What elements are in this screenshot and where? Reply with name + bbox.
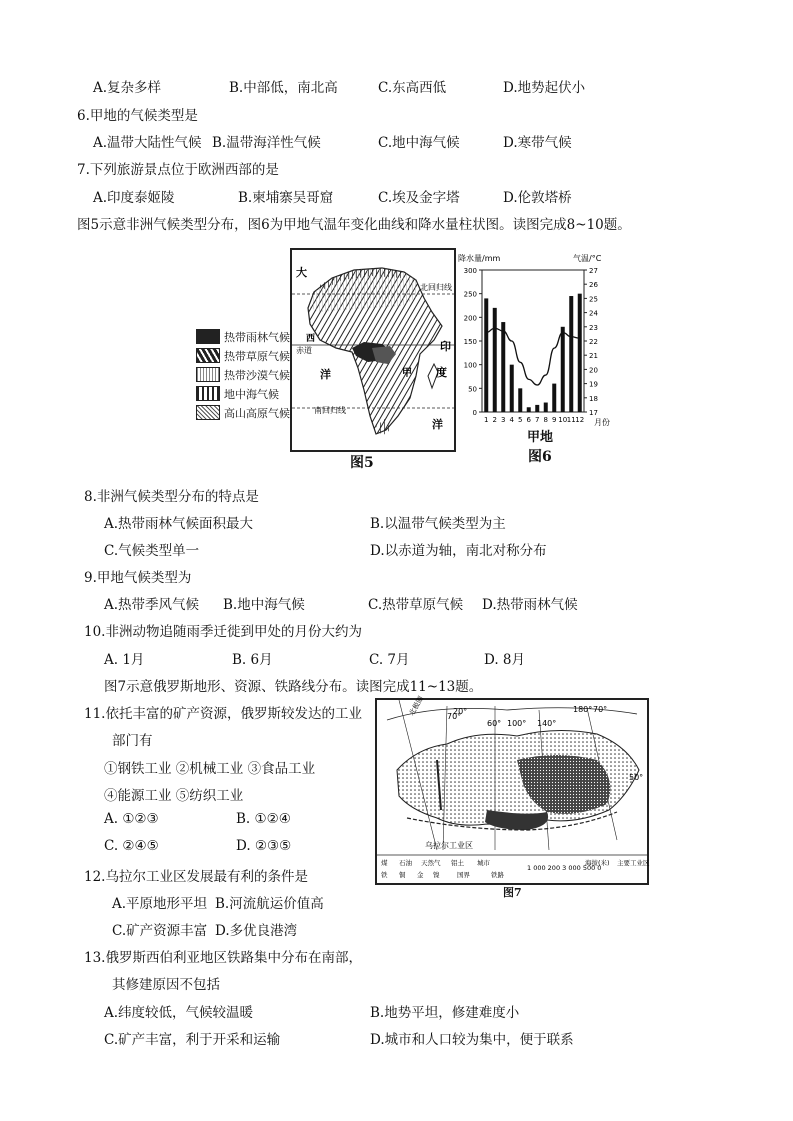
label-yang-right: 洋 [432, 418, 443, 431]
y2-tick-label: 25 [589, 295, 598, 304]
legend-label: 热带沙漠气候 [224, 368, 290, 382]
q9-option-b[interactable]: B.地中海气候 [223, 597, 305, 613]
y2-tick-label: 22 [589, 338, 598, 346]
lon-20: 20° [453, 707, 468, 716]
y2-tick-label: 19 [589, 380, 598, 389]
legend-gas: 天然气 [421, 859, 441, 867]
q10-option-c[interactable]: C. 7月 [369, 652, 410, 668]
x-tick-label: 12 [575, 416, 585, 424]
label-jia: 甲 [402, 368, 412, 379]
q7-option-d[interactable]: D.伦敦塔桥 [503, 190, 572, 206]
q13-stem-line2: 其修建原因不包括 [112, 977, 220, 993]
label-nanhuiguixian: 南回归线 [314, 406, 346, 415]
x-tick-label: 7 [535, 416, 540, 424]
y2-tick-label: 24 [589, 309, 598, 318]
q9-option-c[interactable]: C.热带草原气候 [368, 597, 464, 613]
legend-label: 热带草原气候 [224, 349, 290, 363]
q9-stem: 9.甲地气候类型为 [84, 570, 192, 586]
y-tick-label: 50 [468, 385, 477, 394]
q7-option-b[interactable]: B.柬埔寨吴哥窟 [238, 190, 334, 206]
label-chidao: 赤道 [296, 346, 312, 355]
q10-stem: 10.非洲动物追随雨季迁徙到甲处的月份大约为 [84, 624, 362, 640]
precip-bar [561, 327, 565, 412]
lat-70-left: 70° [447, 712, 462, 721]
intro-11-13: 图7示意俄罗斯地形、资源、铁路线分布。读图完成11~13题。 [104, 679, 483, 695]
q10-option-d[interactable]: D. 8月 [484, 652, 526, 668]
precip-bar [501, 322, 505, 412]
month-axis-suffix: 月份 [594, 418, 610, 427]
precip-bar [510, 365, 514, 412]
lon-140: 140° [537, 719, 557, 728]
legend-label: 热带雨林气候 [224, 330, 290, 344]
y2-tick-label: 26 [589, 281, 598, 290]
label-beihuiguixian: 北回归线 [420, 283, 452, 292]
precip-bar [535, 405, 539, 412]
y2-tick-label: 20 [589, 366, 598, 375]
q11-option-a[interactable]: A. ①②③ [104, 811, 159, 827]
fig6-caption: 图6 [528, 449, 552, 465]
intro-8-10: 图5示意非洲气候类型分布，图6为甲地气温年变化曲线和降水量柱状图。读图完成8~10题。 [77, 217, 631, 233]
russia-map-svg [377, 694, 650, 883]
fig5-africa-map [290, 248, 456, 452]
fig7-russia-map [375, 694, 650, 885]
y2-tick-label: 21 [589, 352, 598, 361]
q5-option-d[interactable]: D.地势起伏小 [503, 80, 586, 96]
x-tick-label: 1 [484, 416, 489, 424]
fig6-climograph [456, 252, 608, 440]
y-tick-label: 100 [463, 361, 477, 370]
legend-border: 国界 [457, 871, 470, 879]
q12-option-a[interactable]: A.平原地形平坦 [112, 896, 208, 912]
q6-option-b[interactable]: B.温带海洋性气候 [212, 135, 321, 151]
legend-railway: 铁路 [491, 871, 504, 879]
legend-copper: 铜 [399, 871, 406, 879]
q13-stem-line1: 13.俄罗斯西伯利亚地区铁路集中分布在南部， [84, 950, 362, 966]
x-tick-label: 2 [492, 416, 497, 424]
y2-tick-label: 18 [589, 394, 598, 403]
plot-frame [482, 270, 584, 412]
label-du: 度 [436, 366, 447, 379]
fig7-caption: 图7 [503, 886, 522, 899]
y-tick-label: 150 [463, 338, 477, 346]
legend-elevation: 1 000 200 3 000 500 0 [527, 864, 602, 872]
q9-option-a[interactable]: A.热带季风气候 [104, 597, 200, 613]
chart-bars [484, 294, 582, 412]
q12-option-d[interactable]: D.多优良港湾 [215, 923, 298, 939]
q11-option-b[interactable]: B. ①②④ [236, 811, 291, 827]
legend-iron: 铁 [381, 871, 388, 879]
y-tick-label: 250 [463, 290, 477, 299]
q6-option-d[interactable]: D.寒带气候 [503, 135, 572, 151]
y2-tick-label: 23 [589, 323, 598, 332]
left-axis-label: 降水量/mm [458, 254, 501, 263]
x-tick-label: 3 [501, 416, 506, 424]
legend-elevation-unit: 海拔(米) [585, 859, 610, 867]
label-da: 大 [296, 266, 307, 279]
q7-option-c[interactable]: C.埃及金字塔 [378, 190, 460, 206]
lon-100: 100° [507, 719, 527, 728]
q10-option-b[interactable]: B. 6月 [232, 652, 273, 668]
y-tick-label: 300 [463, 267, 477, 275]
q10-option-a[interactable]: A. 1月 [104, 652, 145, 668]
lon-180: 180° [573, 705, 593, 714]
fig5-caption: 图5 [350, 455, 374, 471]
precip-bar [552, 384, 556, 412]
x-tick-label: 11 [566, 416, 576, 424]
precip-bar [527, 407, 531, 412]
legend-coal: 煤 [381, 859, 388, 867]
legend-bauxite: 铝土 [451, 859, 464, 867]
q8-option-a[interactable]: A.热带雨林气候面积最大 [104, 516, 254, 532]
temperature-line [486, 328, 580, 385]
swatch-mediterranean [196, 386, 220, 401]
q11-items-line1: ①钢铁工业 ②机械工业 ③食品工业 [104, 761, 316, 777]
precip-bar [518, 388, 522, 412]
q7-option-a[interactable]: A.印度泰姬陵 [93, 190, 175, 206]
precip-bar [578, 294, 582, 412]
swatch-savanna [196, 348, 220, 363]
label-yin: 印 [440, 340, 451, 353]
q11-option-c[interactable]: C. ②④⑤ [104, 838, 159, 854]
legend-oil: 石油 [399, 859, 412, 867]
q11-stem-line2: 部门有 [112, 733, 153, 749]
q9-option-d[interactable]: D.热带雨林气候 [482, 597, 578, 613]
arctic-circle-label: 北极圈 [407, 694, 426, 717]
x-tick-label: 6 [526, 416, 531, 424]
q8-stem: 8.非洲气候类型分布的特点是 [84, 489, 259, 505]
q7-stem: 7.下列旅游景点位于欧洲西部的是 [77, 162, 279, 178]
swatch-rainforest [196, 329, 220, 344]
fig6-place-label: 甲地 [527, 430, 554, 445]
fig5-legend [196, 327, 290, 422]
y2-tick-label: 27 [589, 267, 598, 275]
q12-option-c[interactable]: C.矿产资源丰富 [112, 923, 208, 939]
q13-option-a[interactable]: A.纬度较低，气候较温暖 [104, 1005, 254, 1021]
q12-option-b[interactable]: B.河流航运价值高 [215, 896, 324, 912]
x-tick-label: 4 [509, 416, 514, 424]
legend-label: 高山高原气候 [224, 406, 290, 420]
legend-industrial-region: 主要工业区 [617, 859, 650, 867]
africa-map-svg [292, 250, 454, 450]
ural-region-label: 乌拉尔工业区 [425, 841, 473, 850]
lon-60: 60° [487, 719, 502, 728]
precip-bar [493, 308, 497, 412]
swatch-desert [196, 367, 220, 382]
lat-70-right: 70° [593, 705, 608, 714]
chart-line [486, 328, 580, 385]
q11-items-line2: ④能源工业 ⑤纺织工业 [104, 788, 244, 804]
precip-bar [484, 298, 488, 412]
q13-option-b[interactable]: B.地势平坦，修建难度小 [370, 1005, 520, 1021]
x-tick-label: 10 [558, 416, 568, 424]
q6-option-a[interactable]: A.温带大陆性气候 [93, 135, 202, 151]
chart-axes [482, 270, 584, 412]
y2-tick-label: 17 [589, 409, 598, 417]
q13-option-d[interactable]: D.城市和人口较为集中，便于联系 [370, 1032, 574, 1048]
q5-option-c[interactable]: C.东高西低 [378, 80, 447, 96]
legend-nickel: 镍 [433, 871, 440, 879]
label-yang-left: 洋 [320, 368, 331, 381]
precip-bar [569, 296, 573, 412]
q8-option-d[interactable]: D.以赤道为轴，南北对称分布 [370, 543, 547, 559]
q5-option-a[interactable]: A.复杂多样 [93, 80, 162, 96]
q5-option-b[interactable]: B.中部低，南北高 [229, 80, 338, 96]
fig7-legend [381, 858, 650, 879]
q11-stem-line1: 11.依托丰富的矿产资源，俄罗斯较发达的工业 [84, 706, 362, 722]
q8-option-b[interactable]: B.以温带气候类型为主 [370, 516, 506, 532]
legend-label: 地中海气候 [224, 387, 279, 401]
q6-stem: 6.甲地的气候类型是 [77, 108, 198, 124]
label-xi: 西 [306, 334, 316, 344]
lat-50: 50° [629, 773, 644, 782]
q12-stem: 12.乌拉尔工业区发展最有利的条件是 [84, 869, 308, 885]
q11-option-d[interactable]: D. ②③⑤ [236, 838, 292, 854]
q8-option-c[interactable]: C.气候类型单一 [104, 543, 200, 559]
q6-option-c[interactable]: C.地中海气候 [378, 135, 460, 151]
x-tick-label: 9 [552, 416, 557, 424]
q13-option-c[interactable]: C.矿产丰富，利于开采和运输 [104, 1032, 281, 1048]
x-tick-label: 5 [518, 416, 523, 424]
legend-gold: 金 [417, 871, 424, 879]
y-tick-label: 200 [463, 314, 477, 323]
swatch-highland [196, 405, 220, 420]
precip-bar [544, 403, 548, 412]
right-axis-label: 气温/°C [573, 254, 602, 263]
legend-city: 城市 [477, 859, 490, 867]
y-tick-label: 0 [472, 409, 477, 417]
x-tick-label: 8 [543, 416, 548, 424]
